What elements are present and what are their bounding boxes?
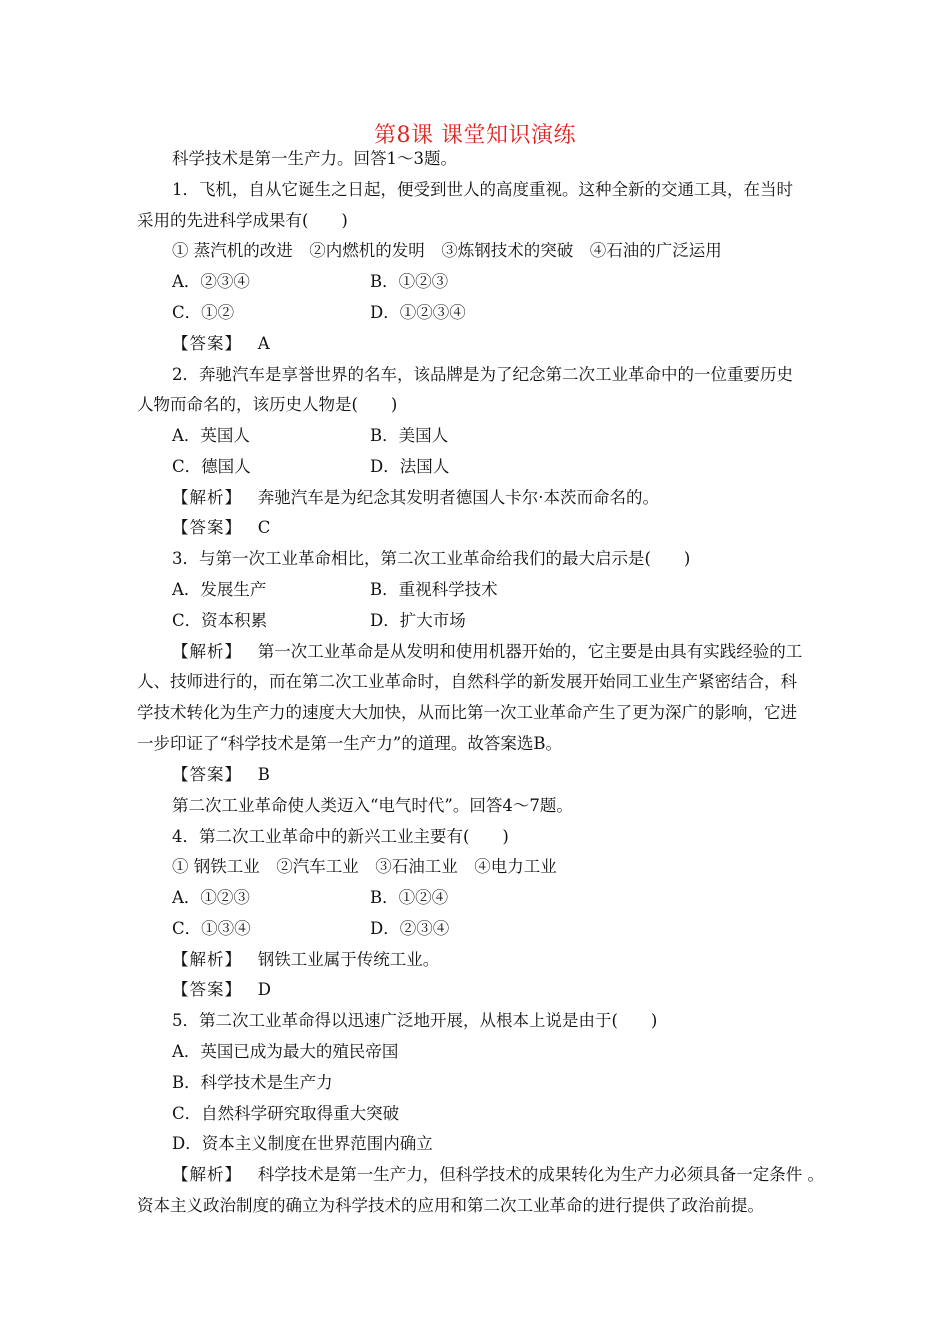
- analysis-text-continued: 一步印证了“科学技术是第一生产力”的道理。故答案选B。: [137, 734, 562, 753]
- option-b: B．①②③: [370, 272, 449, 291]
- analysis-text: 钢铁工业属于传统工业。: [257, 950, 440, 969]
- answer-label: 【答案】: [172, 518, 242, 537]
- option-c: C．自然科学研究取得重大突破: [172, 1104, 400, 1123]
- option-c: C．资本积累: [172, 611, 268, 630]
- page-title: 第8课 课堂知识演练: [374, 123, 576, 148]
- option-a: A．②③④: [172, 272, 250, 291]
- option-d: D．法国人: [370, 457, 450, 476]
- option-a: A．发展生产: [172, 580, 267, 599]
- answer-value: D: [257, 980, 271, 999]
- question-stem: 4．第二次工业革命中的新兴工业主要有( ): [172, 827, 509, 846]
- option-c: C．①③④: [172, 919, 251, 938]
- analysis-label: 【解析】: [172, 642, 242, 661]
- option-c: C．德国人: [172, 457, 251, 476]
- answer-value: B: [257, 765, 270, 784]
- answer-line: [172, 764, 270, 786]
- option-d: D．①②③④: [370, 303, 466, 322]
- answer-value: A: [257, 334, 270, 353]
- option-b: B．科学技术是生产力: [172, 1073, 333, 1092]
- option-d: D．②③④: [370, 919, 450, 938]
- analysis-line: [172, 1164, 824, 1186]
- question-stem: 1．飞机，自从它诞生之日起，便受到世人的高度重视。这种全新的交通工具，在当时: [172, 180, 793, 199]
- question-items: ① 蒸汽机的改进 ②内燃机的发明 ③炼钢技术的突破 ④石油的广泛运用: [172, 241, 722, 260]
- question-stem: 5．第二次工业革命得以迅速广泛地开展，从根本上说是由于( ): [172, 1011, 658, 1030]
- option-b: B．美国人: [370, 426, 449, 445]
- question-items: ① 钢铁工业 ②汽车工业 ③石油工业 ④电力工业: [172, 857, 557, 876]
- option-b: B．重视科学技术: [370, 580, 498, 599]
- option-d: D．资本主义制度在世界范围内确立: [172, 1134, 433, 1153]
- option-a: A．英国已成为最大的殖民帝国: [172, 1042, 399, 1061]
- section-intro: 科学技术是第一生产力。回答1～3题。: [172, 149, 457, 168]
- analysis-text-continued: 人、技师进行的，而在第二次工业革命时，自然科学的新发展开始同工业生产紧密结合，科: [137, 672, 797, 691]
- analysis-label: 【解析】: [172, 488, 242, 507]
- question-stem-continued: 人物而命名的，该历史人物是( ): [137, 395, 398, 414]
- analysis-line: [172, 641, 802, 663]
- option-d: D．扩大市场: [370, 611, 466, 630]
- answer-line: [172, 979, 271, 1001]
- answer-label: 【答案】: [172, 765, 242, 784]
- option-a: A．①②③: [172, 888, 250, 907]
- option-c: C．①②: [172, 303, 235, 322]
- answer-label: 【答案】: [172, 980, 242, 999]
- option-a: A．英国人: [172, 426, 250, 445]
- analysis-text: 奔驰汽车是为纪念其发明者德国人卡尔·本茨而命名的。: [257, 488, 659, 507]
- option-b: B．①②④: [370, 888, 449, 907]
- answer-line: [172, 333, 270, 355]
- analysis-label: 【解析】: [172, 1165, 242, 1184]
- analysis-line: [172, 487, 659, 509]
- analysis-text-continued: 资本主义政治制度的确立为科学技术的应用和第二次工业革命的进行提供了政治前提。: [137, 1196, 764, 1215]
- analysis-text: 第一次工业革命是从发明和使用机器开始的，它主要是由具有实践经验的工: [257, 642, 803, 661]
- question-stem: 2．奔驰汽车是享誉世界的名车，该品牌是为了纪念第二次工业革命中的一位重要历史: [172, 365, 793, 384]
- answer-label: 【答案】: [172, 334, 242, 353]
- analysis-text-continued: 学技术转化为生产力的速度大大加快，从而比第一次工业革命产生了更为深广的影响，它进: [137, 703, 797, 722]
- question-stem-continued: 采用的先进科学成果有( ): [137, 211, 348, 230]
- analysis-text: 科学技术是第一生产力，但科学技术的成果转化为生产力必须具备一定条件 。: [257, 1165, 824, 1184]
- answer-value: C: [257, 518, 271, 537]
- analysis-label: 【解析】: [172, 950, 242, 969]
- section-intro: 第二次工业革命使人类迈入“电气时代”。回答4～7题。: [172, 796, 573, 815]
- question-stem: 3．与第一次工业革命相比，第二次工业革命给我们的最大启示是( ): [172, 549, 691, 568]
- answer-line: [172, 517, 270, 539]
- analysis-line: [172, 949, 439, 971]
